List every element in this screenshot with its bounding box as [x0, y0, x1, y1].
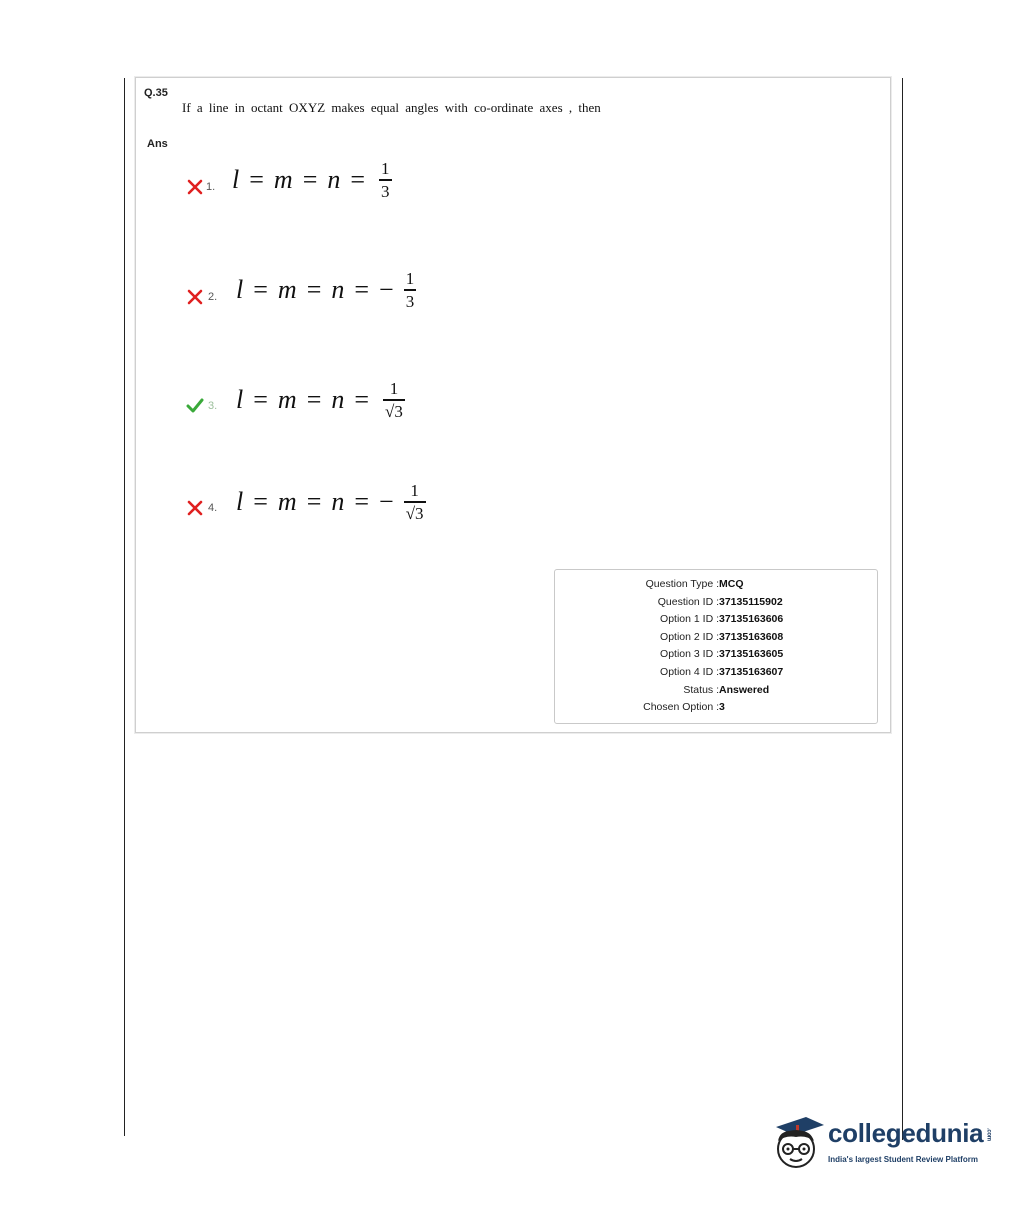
brand-name: collegedunia .com: [828, 1118, 992, 1148]
fraction: $\frac{1}{√3}$: [385, 379, 403, 421]
info-row-status: Status : Answered: [683, 684, 770, 696]
option-expression: l = m = n = − $\frac{1}{√3}$: [236, 481, 424, 523]
question-info-panel: [554, 569, 878, 724]
cross-icon: [186, 178, 204, 196]
option-number: 1.: [206, 181, 216, 193]
fraction: $\frac{1}{√3}$: [405, 481, 424, 523]
collegedunia-logo: [766, 1105, 996, 1175]
right-margin-line: [902, 78, 903, 1140]
brand-tagline: India's largest Student Review Platform: [828, 1155, 978, 1164]
info-row-question-id: Question ID : 37135115902: [657, 596, 783, 608]
fraction: $\frac{1}{3}$: [405, 269, 415, 311]
question-number: Q.35: [144, 87, 168, 99]
question-text: If a line in octant OXYZ makes equal angles with co-ordinate axes , then: [182, 100, 601, 115]
info-row-option4-id: Option 4 ID : 37135163607: [660, 666, 784, 678]
info-row-option1-id: Option 1 ID : 37135163606: [660, 613, 784, 625]
info-row-option3-id: Option 3 ID : 37135163605: [660, 648, 784, 660]
option-number: 2.: [208, 291, 218, 303]
checkmark-icon: [186, 397, 204, 415]
info-row-question-type: Question Type : MCQ: [645, 578, 744, 590]
mascot-icon: [766, 1105, 826, 1175]
option-number: 4.: [208, 502, 218, 514]
option-expression: l = m = n = − $\frac{1}{3}$: [236, 269, 415, 311]
option-expression: l = m = n = $\frac{1}{3}$: [232, 159, 390, 201]
answer-label: Ans: [147, 138, 168, 150]
option-number: 3.: [208, 400, 218, 412]
option-expression: l = m = n = $\frac{1}{√3}$: [236, 379, 403, 421]
cross-icon: [186, 499, 204, 517]
question-card: [135, 77, 891, 733]
fraction: $\frac{1}{3}$: [381, 159, 390, 201]
cross-icon: [186, 288, 204, 306]
info-row-option2-id: Option 2 ID : 37135163608: [660, 631, 784, 643]
left-margin-line: [124, 78, 125, 1136]
info-row-chosen-option: Chosen Option : 3: [643, 701, 725, 713]
